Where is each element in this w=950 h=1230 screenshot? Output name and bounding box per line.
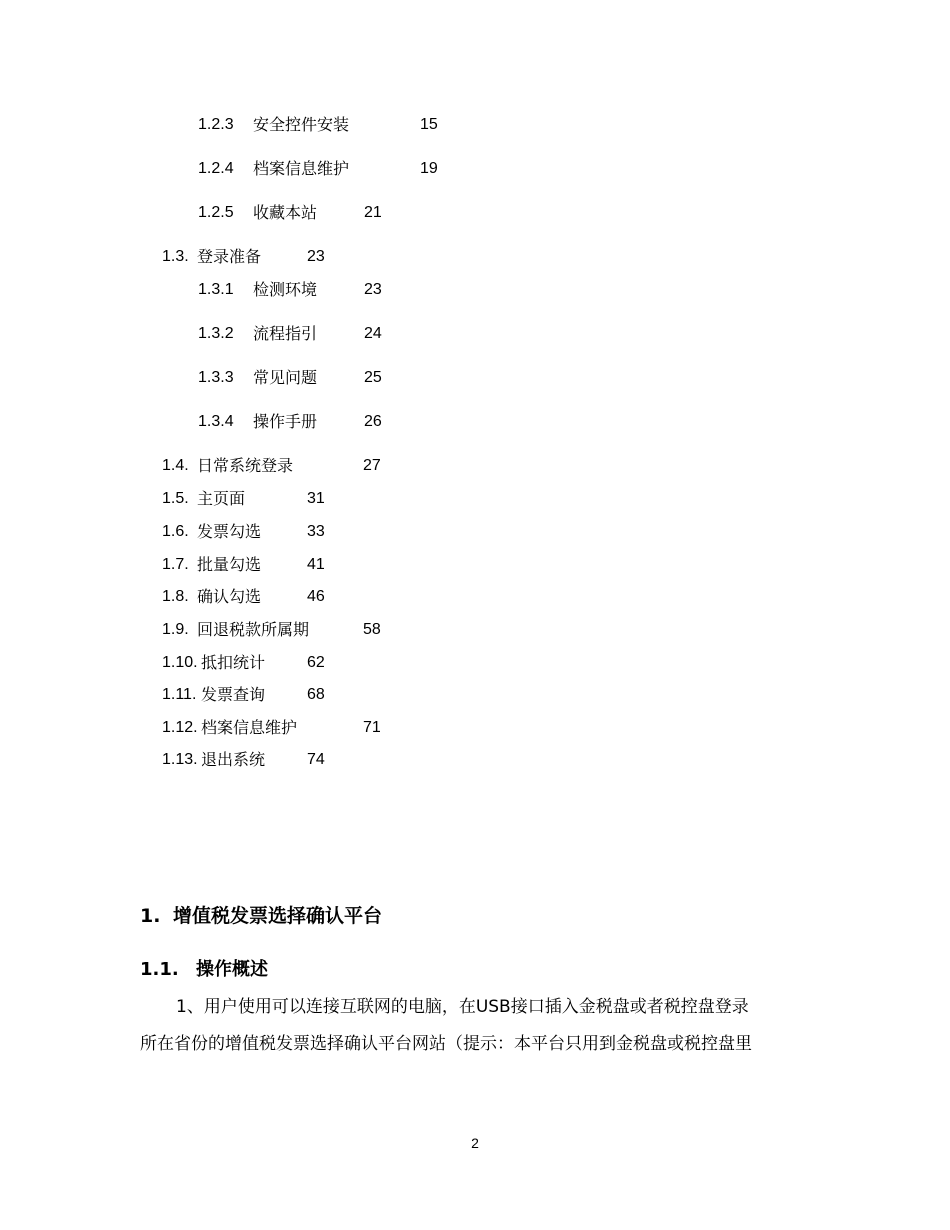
toc-entry[interactable] [162,750,362,770]
toc-entry-title: 档案信息维护 [253,159,350,178]
toc-entry-page: 33 [307,523,325,540]
toc-entry-number: 1.11. [162,686,197,703]
toc-entry-number: 1.5. [162,490,189,507]
toc-entry[interactable] [162,247,362,267]
toc-entry[interactable] [198,203,398,223]
toc-entry[interactable] [162,685,362,705]
toc-entry-number: 1.8. [162,588,189,605]
section-title: 增值税发票选择确认平台 [173,905,383,927]
toc-entry-page: 41 [307,556,325,573]
toc-entry-number: 1.3.3 [198,369,234,386]
toc-entry-page: 46 [307,588,325,605]
toc-entry[interactable] [162,718,402,738]
subsection-number: 1.1. [140,959,179,980]
body-text-line: 所在省份的增值税发票选择确认平台网站（提示：本平台只用到金税盘或税控盘里 [140,1034,752,1054]
toc-entry-title: 批量勾选 [197,555,262,574]
section-number: 1. [140,905,161,927]
page-number: 2 [471,1135,479,1151]
toc-entry-number: 1.9. [162,621,189,638]
toc-entry-page: 26 [364,413,382,430]
toc-entry[interactable] [198,280,398,300]
toc-entry[interactable] [198,159,458,179]
toc-entry-number: 1.2.5 [198,204,234,221]
toc-entry[interactable] [162,522,362,542]
toc-entry-title: 抵扣统计 [201,653,266,672]
toc-entry-page: 23 [364,281,382,298]
toc-entry-page: 58 [363,621,381,638]
toc-entry-title: 确认勾选 [197,587,262,606]
toc-entry-title: 档案信息维护 [201,718,298,737]
toc-entry[interactable] [162,587,362,607]
toc-entry[interactable] [162,620,402,640]
toc-entry-number: 1.3.4 [198,413,234,430]
toc-entry-page: 25 [364,369,382,386]
subsection-title: 操作概述 [196,959,268,980]
toc-entry[interactable] [198,115,458,135]
toc-entry-page: 23 [307,248,325,265]
toc-entry-number: 1.3. [162,248,189,265]
toc-entry-number: 1.2.3 [198,116,234,133]
toc-entry-number: 1.3.1 [198,281,234,298]
toc-entry[interactable] [162,555,362,575]
toc-entry-page: 74 [307,751,325,768]
toc-entry-page: 21 [364,204,382,221]
toc-entry[interactable] [198,368,398,388]
toc-entry-title: 日常系统登录 [197,456,294,475]
toc-entry-title: 发票查询 [201,685,266,704]
toc-entry-page: 27 [363,457,381,474]
toc-entry[interactable] [162,489,362,509]
toc-entry[interactable] [162,456,402,476]
toc-entry[interactable] [162,653,362,673]
toc-entry-title: 检测环境 [253,280,318,299]
toc-entry-number: 1.3.2 [198,325,234,342]
toc-entry-number: 1.12. [162,719,198,736]
toc-entry-number: 1.2.4 [198,160,234,177]
toc-entry-title: 回退税款所属期 [197,620,310,639]
toc-entry[interactable] [198,412,398,432]
toc-entry-page: 15 [420,116,438,133]
toc-entry-title: 常见问题 [253,368,318,387]
toc-entry-title: 流程指引 [253,324,318,343]
toc-entry-number: 1.13. [162,751,198,768]
toc-entry[interactable] [198,324,398,344]
toc-entry-title: 收藏本站 [253,203,318,222]
body-text-line: 1、用户使用可以连接互联网的电脑，在USB接口插入金税盘或者税控盘登录 [176,997,749,1017]
toc-entry-title: 主页面 [197,489,246,508]
toc-entry-number: 1.7. [162,556,189,573]
toc-entry-title: 登录准备 [197,247,262,266]
subsection-heading [140,958,440,982]
toc-entry-title: 操作手册 [253,412,318,431]
toc-entry-page: 68 [307,686,325,703]
toc-entry-page: 19 [420,160,438,177]
toc-entry-number: 1.10. [162,654,198,671]
toc-entry-number: 1.6. [162,523,189,540]
section-heading [140,904,540,928]
toc-entry-title: 发票勾选 [197,522,262,541]
toc-entry-page: 71 [363,719,381,736]
toc-entry-title: 安全控件安装 [253,115,350,134]
toc-entry-number: 1.4. [162,457,189,474]
toc-entry-page: 24 [364,325,382,342]
toc-entry-title: 退出系统 [201,750,266,769]
toc-entry-page: 31 [307,490,325,507]
toc-entry-page: 62 [307,654,325,671]
